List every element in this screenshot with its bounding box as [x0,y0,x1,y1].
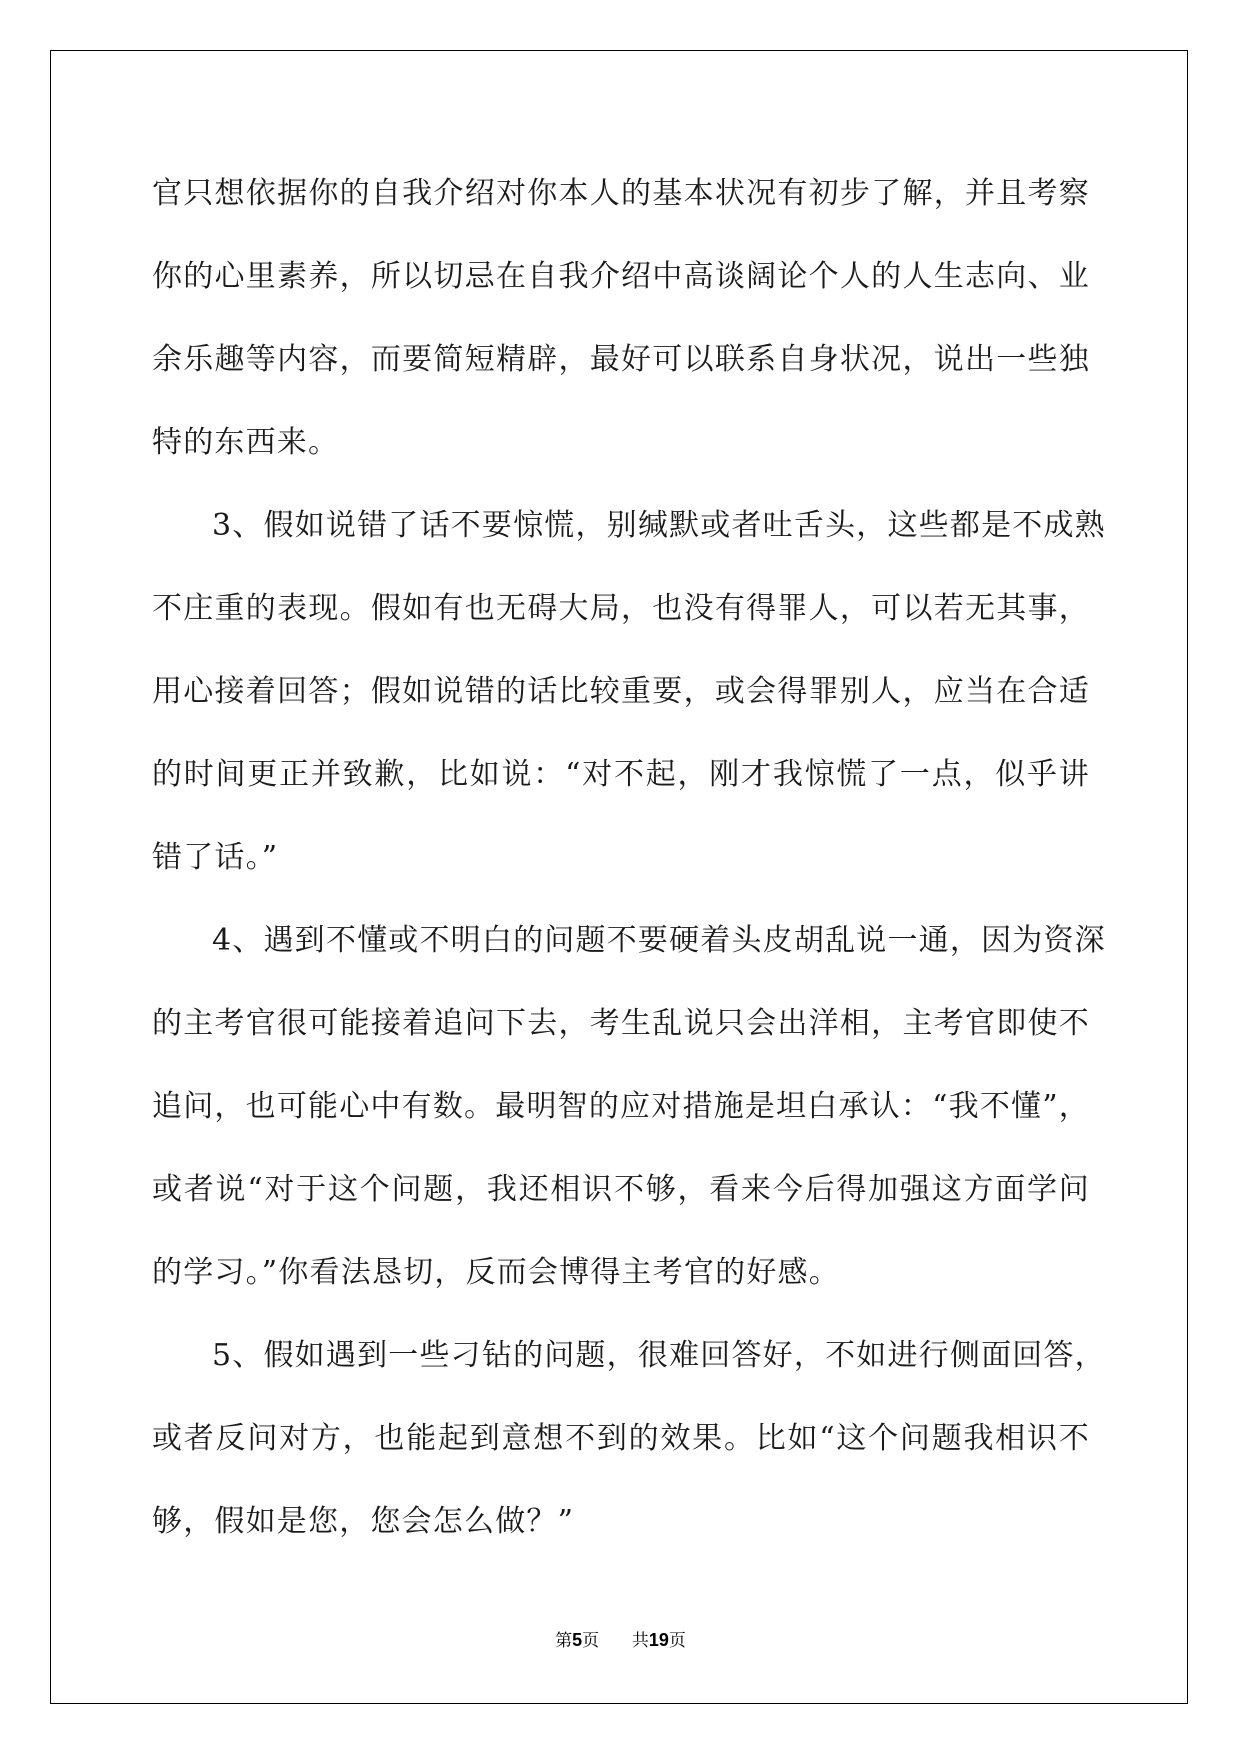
page-unit: 页 [582,1631,600,1651]
page-number: 5 [572,1630,583,1650]
text-line-11: 的主考官很可能接着追问下去，考生乱说只会出洋相，主考官即使不 [152,1006,1090,1041]
text-line-3: 余乐趣等内容，而要简短精辟，最好可以联系自身状况，说出一些独 [152,342,1090,377]
text-line-13: 或者说“对于这个问题，我还相识不够，看来今后得加强这方面学问 [152,1172,1090,1207]
text-line-8: 的时间更正并致歉，比如说：“对不起，刚才我惊慌了一点，似乎讲 [152,757,1090,792]
total-pages: 19 [648,1630,669,1650]
text-line-14: 的学习。”你看法恳切，反而会博得主考官的好感。 [152,1255,840,1290]
text-line-2: 你的心里素养，所以切忌在自我介绍中高谈阔论个人的人生志向、业 [152,259,1090,294]
text-line-5: 3、假如说错了话不要惊慌，别缄默或者吐舌头，这些都是不成熟 [212,508,1106,543]
text-line-4: 特的东西来。 [152,425,340,460]
text-line-1: 官只想依据你的自我介绍对你本人的基本状况有初步了解，并且考察 [152,176,1090,211]
total-prefix: 共 [631,1631,649,1651]
text-line-12: 追问，也可能心中有数。最明智的应对措施是坦白承认：“我不懂”， [152,1089,1090,1124]
text-line-16: 或者反问对方，也能起到意想不到的效果。比如“这个问题我相识不 [152,1421,1090,1456]
text-line-9: 错了话。” [152,840,279,875]
text-line-10: 4、遇到不懂或不明白的问题不要硬着头皮胡乱说一通，因为资深 [212,923,1106,958]
text-line-6: 不庄重的表现。假如有也无碍大局，也没有得罪人，可以若无其事， [152,591,1090,626]
page-footer [0,1626,1241,1651]
page-prefix: 第 [555,1631,573,1651]
text-line-17: 够，假如是您，您会怎么做？” [152,1504,575,1539]
text-line-15: 5、假如遇到一些刁钻的问题，很难回答好，不如进行侧面回答， [212,1338,1106,1373]
text-line-7: 用心接着回答；假如说错的话比较重要，或会得罪别人，应当在合适 [152,674,1090,709]
total-unit: 页 [668,1631,686,1651]
document-body [152,152,1106,1563]
